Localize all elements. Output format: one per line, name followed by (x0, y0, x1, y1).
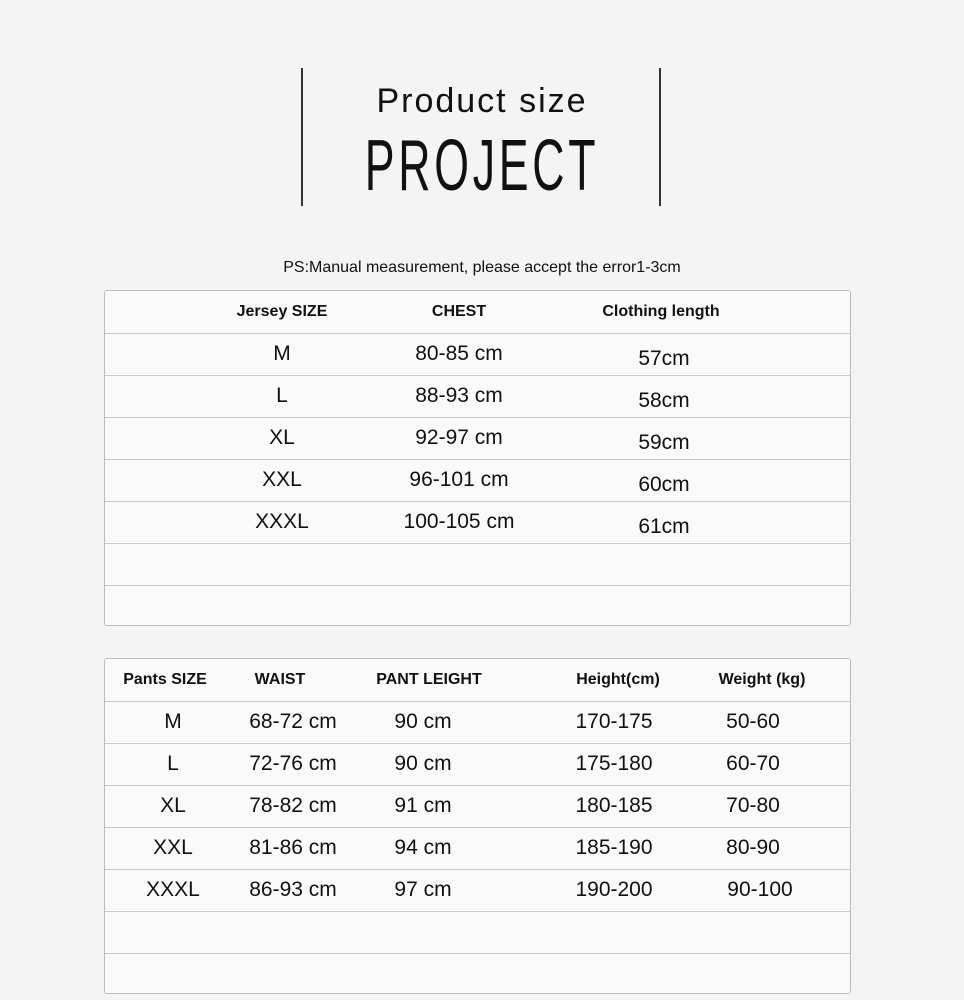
column-header-waist: WAIST (254, 671, 306, 688)
height-cell: 170-175 (575, 710, 653, 733)
length-cell: 61cm (638, 515, 690, 538)
size-cell: M (273, 342, 291, 365)
jersey-size-table (104, 290, 851, 626)
waist-cell: 81-86 cm (249, 836, 337, 859)
empty-row (105, 911, 850, 954)
column-header-pants-size: Pants SIZE (123, 671, 207, 688)
table-row (105, 827, 850, 870)
empty-row (105, 953, 850, 995)
pant-length-cell: 97 cm (394, 878, 452, 901)
size-cell: XL (160, 794, 186, 817)
weight-cell: 90-100 (727, 878, 793, 901)
table-header-row (105, 659, 850, 702)
weight-cell: 80-90 (726, 836, 780, 859)
size-cell: XXL (262, 468, 302, 491)
size-cell: XXXL (255, 510, 309, 533)
size-cell: L (167, 752, 179, 775)
table-row (105, 501, 850, 544)
chest-cell: 96-101 cm (409, 468, 509, 491)
table-row (105, 375, 850, 418)
size-cell: L (276, 384, 288, 407)
pants-size-table (104, 658, 851, 994)
length-cell: 58cm (638, 389, 690, 412)
waist-cell: 72-76 cm (249, 752, 337, 775)
length-cell: 57cm (638, 347, 690, 370)
empty-row (105, 543, 850, 586)
chest-cell: 80-85 cm (415, 342, 503, 365)
weight-cell: 70-80 (726, 794, 780, 817)
pant-length-cell: 91 cm (394, 794, 452, 817)
column-header-clothing-length: Clothing length (602, 303, 720, 320)
height-cell: 180-185 (575, 794, 653, 817)
waist-cell: 78-82 cm (249, 794, 337, 817)
waist-cell: 86-93 cm (249, 878, 337, 901)
size-cell: M (164, 710, 182, 733)
chest-cell: 92-97 cm (415, 426, 503, 449)
table-row (105, 701, 850, 744)
length-cell: 59cm (638, 431, 690, 454)
height-cell: 175-180 (575, 752, 653, 775)
table-header-row (105, 291, 850, 334)
empty-row (105, 585, 850, 627)
column-header-height: Height(cm) (576, 671, 660, 688)
page-subtitle: PROJECT (364, 126, 600, 206)
weight-cell: 60-70 (726, 752, 780, 775)
weight-cell: 50-60 (726, 710, 780, 733)
size-cell: XL (269, 426, 295, 449)
table-row (105, 869, 850, 912)
pant-length-cell: 90 cm (394, 752, 452, 775)
height-cell: 185-190 (575, 836, 653, 859)
pant-length-cell: 94 cm (394, 836, 452, 859)
measurement-note: PS:Manual measurement, please accept the error1-3cm (283, 259, 681, 276)
column-header-chest: CHEST (431, 303, 487, 320)
table-row (105, 459, 850, 502)
pant-length-cell: 90 cm (394, 710, 452, 733)
column-header-pant-length: PANT LEIGHT (376, 671, 482, 688)
table-row (105, 333, 850, 376)
size-cell: XXL (153, 836, 193, 859)
table-row (105, 743, 850, 786)
column-header-jersey-size: Jersey SIZE (236, 303, 328, 320)
table-row (105, 785, 850, 828)
chest-cell: 88-93 cm (415, 384, 503, 407)
size-cell: XXXL (146, 878, 200, 901)
height-cell: 190-200 (575, 878, 653, 901)
chest-cell: 100-105 cm (403, 510, 515, 533)
waist-cell: 68-72 cm (249, 710, 337, 733)
length-cell: 60cm (638, 473, 690, 496)
page-title: Product size (376, 82, 588, 120)
column-header-weight: Weight (kg) (718, 671, 806, 688)
table-row (105, 417, 850, 460)
